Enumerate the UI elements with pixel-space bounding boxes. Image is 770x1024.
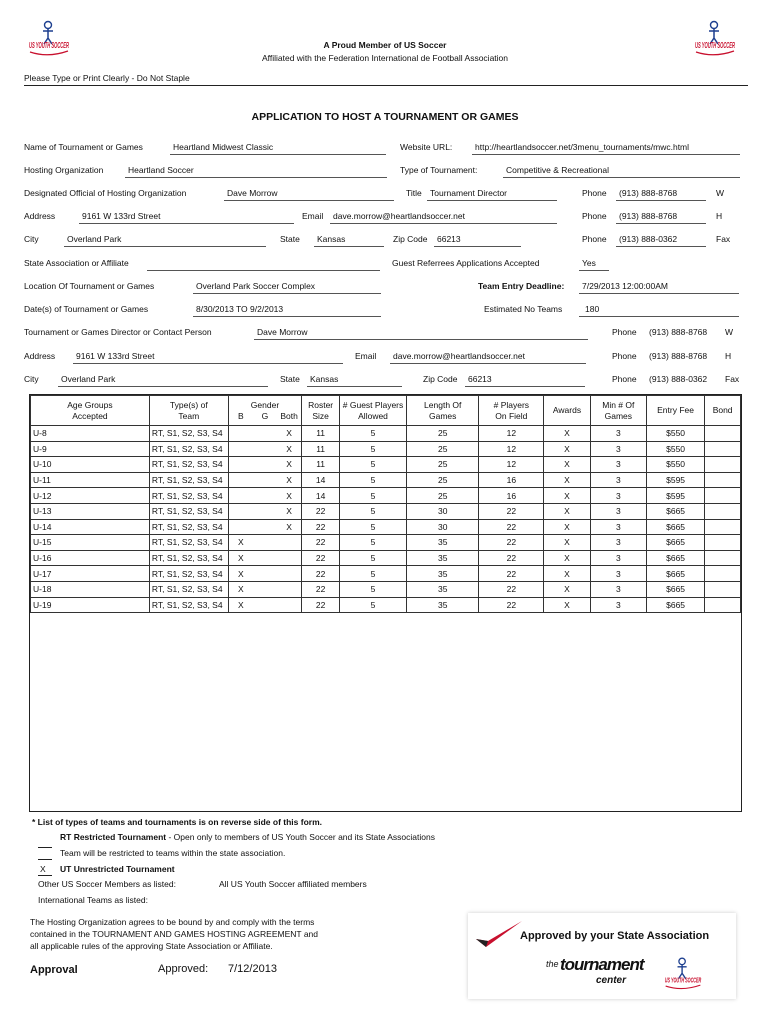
agreement-line-1: The Hosting Organization agrees to be bound by and comply with the terms <box>30 917 315 927</box>
location-value[interactable]: Overland Park Soccer Complex <box>196 281 316 291</box>
cell-players[interactable]: 16 <box>479 488 544 504</box>
cell-length[interactable]: 35 <box>407 597 479 613</box>
phone2-label: Phone <box>582 211 607 221</box>
cell-gender-both[interactable]: X <box>286 443 292 454</box>
cell-age[interactable]: U-9 <box>31 441 150 457</box>
phone3-label: Phone <box>582 234 607 244</box>
location-label: Location Of Tournament or Games <box>24 281 155 291</box>
table-row <box>31 581 741 597</box>
table-row <box>31 535 741 551</box>
cell-length[interactable]: 25 <box>407 488 479 504</box>
col-age-groups: Age Groups Accepted <box>31 396 150 426</box>
tournament-type-value[interactable]: Competitive & Recreational <box>506 165 609 175</box>
address-value[interactable]: 9161 W 133rd Street <box>82 211 161 221</box>
col-awards: Awards <box>544 396 590 426</box>
gender-b-label: B <box>237 410 244 421</box>
cell-players[interactable]: 12 <box>479 426 544 442</box>
cell-awards[interactable]: X <box>544 566 590 582</box>
cell-bond[interactable] <box>705 566 741 582</box>
zip-line <box>434 246 521 247</box>
cell-age[interactable]: U-14 <box>31 519 150 535</box>
official-line <box>224 200 394 201</box>
cell-guest[interactable]: 5 <box>340 488 407 504</box>
col-bond: Bond <box>705 396 741 426</box>
director-label: Tournament or Games Director or Contact Person <box>24 327 212 337</box>
deadline-line <box>579 293 739 294</box>
dates-label: Date(s) of Tournament or Games <box>24 304 149 314</box>
approved-date[interactable]: 7/12/2013 <box>228 963 277 975</box>
website-value[interactable]: http://heartlandsoccer.net/3menu_tournaments/mwc.html <box>475 142 690 152</box>
cell-gender[interactable] <box>228 503 301 519</box>
tournament-type-label: Type of Tournament: <box>400 165 478 175</box>
cell-length[interactable]: 35 <box>407 550 479 566</box>
cell-roster[interactable]: 22 <box>302 503 340 519</box>
table-row <box>31 426 741 442</box>
cell-age[interactable]: U-16 <box>31 550 150 566</box>
cell-fee[interactable]: $595 <box>646 472 704 488</box>
cell-length[interactable]: 30 <box>407 503 479 519</box>
table-header-row <box>31 396 741 426</box>
referee-label: Guest Referrees Applications Accepted <box>392 258 540 268</box>
cell-age[interactable]: U-10 <box>31 457 150 473</box>
cell-gender[interactable] <box>228 550 301 566</box>
website-label: Website URL: <box>400 142 453 152</box>
header-affiliation-line: Affiliated with the Federation International de Football Association <box>261 53 509 63</box>
cell-awards[interactable]: X <box>544 503 590 519</box>
cell-length[interactable]: 25 <box>407 472 479 488</box>
deadline-label: Team Entry Deadline: <box>478 281 565 291</box>
d-zip-value[interactable]: 66213 <box>468 374 492 384</box>
cell-min[interactable]: 3 <box>590 503 646 519</box>
cell-players[interactable]: 12 <box>479 441 544 457</box>
d-state-value[interactable]: Kansas <box>310 374 339 384</box>
cell-roster[interactable]: 22 <box>302 550 340 566</box>
header-member-line: A Proud Member of US Soccer <box>323 40 447 50</box>
dates-value[interactable]: 8/30/2013 TO 9/2/2013 <box>196 304 284 314</box>
table-row <box>31 597 741 613</box>
cell-players[interactable]: 22 <box>479 597 544 613</box>
cell-fee[interactable]: $665 <box>646 597 704 613</box>
cell-fee[interactable]: $595 <box>646 488 704 504</box>
website-line <box>472 154 740 155</box>
cell-min[interactable]: 3 <box>590 581 646 597</box>
tc-center: center <box>596 975 627 986</box>
cell-min[interactable]: 3 <box>590 426 646 442</box>
cell-fee[interactable]: $665 <box>646 535 704 551</box>
cell-gender[interactable] <box>228 597 301 613</box>
d-address-value[interactable]: 9161 W 133rd Street <box>76 351 155 361</box>
cell-types[interactable]: RT, S1, S2, S3, S4 <box>149 472 228 488</box>
other-members-value[interactable]: All US Youth Soccer affiliated members <box>219 879 367 889</box>
gender-label: Gender <box>250 399 280 410</box>
state-assoc-label: State Association or Affiliate <box>24 258 129 268</box>
other-members-label: Other US Soccer Members as listed: <box>38 879 176 889</box>
cell-bond[interactable] <box>705 503 741 519</box>
cell-roster[interactable]: 14 <box>302 472 340 488</box>
cell-length[interactable]: 35 <box>407 535 479 551</box>
cell-players[interactable]: 22 <box>479 535 544 551</box>
cell-awards[interactable]: X <box>544 472 590 488</box>
cell-awards[interactable]: X <box>544 535 590 551</box>
d-phone2-type: H <box>725 351 732 361</box>
address-line <box>79 223 294 224</box>
cell-gender[interactable] <box>228 457 301 473</box>
cell-roster[interactable]: 22 <box>302 519 340 535</box>
page-title: APPLICATION TO HOST A TOURNAMENT OR GAMES <box>251 111 519 123</box>
cell-length[interactable]: 35 <box>407 566 479 582</box>
cell-bond[interactable] <box>705 441 741 457</box>
cell-min[interactable]: 3 <box>590 441 646 457</box>
cell-players[interactable]: 16 <box>479 472 544 488</box>
title-line <box>427 200 557 201</box>
cell-bond[interactable] <box>705 597 741 613</box>
rt-sub-checkbox[interactable] <box>38 859 52 860</box>
official-label: Designated Official of Hosting Organization <box>24 188 187 198</box>
intl-teams-label: International Teams as listed: <box>38 895 148 905</box>
cell-awards[interactable]: X <box>544 597 590 613</box>
phone2-value[interactable]: (913) 888-8768 <box>619 211 678 221</box>
cell-min[interactable]: 3 <box>590 535 646 551</box>
us-youth-soccer-logo-small <box>662 955 704 997</box>
cell-gender[interactable] <box>228 441 301 457</box>
table-row <box>31 457 741 473</box>
cell-age[interactable]: U-8 <box>31 426 150 442</box>
approval-badge <box>468 913 736 999</box>
deadline-value[interactable]: 7/29/2013 12:00:00AM <box>582 281 669 291</box>
cell-fee[interactable]: $665 <box>646 503 704 519</box>
cell-players[interactable]: 22 <box>479 550 544 566</box>
phone1-value[interactable]: (913) 888-8768 <box>619 188 678 198</box>
cell-gender[interactable] <box>228 519 301 535</box>
tournament-type-line <box>503 177 740 178</box>
agreement-line-2: contained in the TOURNAMENT AND GAMES HOSTING AGREEMENT and <box>30 929 318 939</box>
col-players: # Players On Field <box>479 396 544 426</box>
table-row <box>31 550 741 566</box>
dates-line <box>193 316 381 317</box>
title-value[interactable]: Tournament Director <box>430 188 508 198</box>
tc-logo-word: tournament <box>560 955 644 974</box>
zip-value[interactable]: 66213 <box>437 234 461 244</box>
cell-gender[interactable] <box>228 488 301 504</box>
referee-line <box>579 270 609 271</box>
cell-gender[interactable] <box>228 581 301 597</box>
cell-types[interactable]: RT, S1, S2, S3, S4 <box>149 488 228 504</box>
cell-guest[interactable]: 5 <box>340 441 407 457</box>
cell-players[interactable]: 22 <box>479 503 544 519</box>
cell-gender-b[interactable]: X <box>237 568 244 579</box>
cell-bond[interactable] <box>705 519 741 535</box>
cell-guest[interactable]: 5 <box>340 426 407 442</box>
state-value[interactable]: Kansas <box>317 234 346 244</box>
ut-label: UT Unrestricted Tournament <box>60 864 175 874</box>
cell-min[interactable]: 3 <box>590 550 646 566</box>
cell-min[interactable]: 3 <box>590 472 646 488</box>
cell-age[interactable]: U-13 <box>31 503 150 519</box>
cell-bond[interactable] <box>705 550 741 566</box>
official-value[interactable]: Dave Morrow <box>227 188 278 198</box>
cell-age[interactable]: U-19 <box>31 597 150 613</box>
d-city-line <box>58 386 268 387</box>
cell-age[interactable]: U-17 <box>31 566 150 582</box>
approval-label: Approval <box>30 964 78 976</box>
cell-fee[interactable]: $665 <box>646 581 704 597</box>
director-value[interactable]: Dave Morrow <box>257 327 308 337</box>
col-team-types: Type(s) of Team <box>149 396 228 426</box>
tc-the: the <box>546 959 559 969</box>
cell-types[interactable]: RT, S1, S2, S3, S4 <box>149 519 228 535</box>
d-phone1-value[interactable]: (913) 888-8768 <box>649 327 708 337</box>
age-group-table <box>29 394 742 812</box>
est-teams-label: Estimated No Teams <box>484 304 563 314</box>
checkmark-icon <box>474 917 524 951</box>
cell-roster[interactable]: 11 <box>302 441 340 457</box>
logo-right-text: US YOUTH SOCCER <box>695 41 736 50</box>
tc-logo-text: US YOUTH SOCCER <box>664 975 702 985</box>
cell-bond[interactable] <box>705 457 741 473</box>
director-line <box>254 339 588 340</box>
cell-length[interactable]: 30 <box>407 519 479 535</box>
cell-fee[interactable]: $665 <box>646 550 704 566</box>
cell-types[interactable]: RT, S1, S2, S3, S4 <box>149 426 228 442</box>
cell-bond[interactable] <box>705 535 741 551</box>
gender-g-label: G <box>261 410 269 421</box>
address-label: Address <box>24 211 56 221</box>
cell-gender-both[interactable]: X <box>286 506 292 517</box>
city-line <box>64 246 266 247</box>
logo-left-text: US YOUTH SOCCER <box>29 41 70 50</box>
location-line <box>193 293 381 294</box>
cell-bond[interactable] <box>705 472 741 488</box>
cell-min[interactable]: 3 <box>590 566 646 582</box>
cell-awards[interactable]: X <box>544 581 590 597</box>
email-value[interactable]: dave.morrow@heartlandsoccer.net <box>333 211 465 221</box>
header-note: Please Type or Print Clearly - Do Not Staple <box>24 73 190 83</box>
cell-types[interactable]: RT, S1, S2, S3, S4 <box>149 597 228 613</box>
d-phone3-type: Fax <box>725 374 740 384</box>
ut-mark[interactable]: X <box>40 864 46 874</box>
cell-bond[interactable] <box>705 581 741 597</box>
table-row <box>31 472 741 488</box>
cell-guest[interactable]: 5 <box>340 581 407 597</box>
hosting-org-value[interactable]: Heartland Soccer <box>128 165 194 175</box>
cell-gender-b[interactable]: X <box>237 584 244 595</box>
d-email-value[interactable]: dave.morrow@heartlandsoccer.net <box>393 351 525 361</box>
gender-both-label: Both <box>280 410 298 421</box>
table-row <box>31 503 741 519</box>
col-length: Length Of Games <box>407 396 479 426</box>
table-row <box>31 488 741 504</box>
rt-sub: Team will be restricted to teams within the state association. <box>60 848 286 858</box>
d-phone3-value[interactable]: (913) 888-0362 <box>649 374 708 384</box>
phone3-type: Fax <box>716 234 731 244</box>
cell-gender-b[interactable]: X <box>237 537 244 548</box>
cell-types[interactable]: RT, S1, S2, S3, S4 <box>149 550 228 566</box>
cell-guest[interactable]: 5 <box>340 503 407 519</box>
d-city-value[interactable]: Overland Park <box>61 374 116 384</box>
title-label: Title <box>406 188 422 198</box>
cell-gender[interactable] <box>228 566 301 582</box>
cell-gender[interactable] <box>228 426 301 442</box>
table-row <box>31 441 741 457</box>
cell-players[interactable]: 12 <box>479 457 544 473</box>
cell-age[interactable]: U-12 <box>31 488 150 504</box>
d-city-label: City <box>24 374 39 384</box>
d-zip-line <box>465 386 585 387</box>
cell-gender-b[interactable]: X <box>237 599 244 610</box>
cell-roster[interactable]: 11 <box>302 426 340 442</box>
cell-awards[interactable]: X <box>544 441 590 457</box>
cell-guest[interactable]: 5 <box>340 535 407 551</box>
tournament-name-label: Name of Tournament or Games <box>24 142 143 152</box>
d-phone1-type: W <box>725 327 734 337</box>
cell-types[interactable]: RT, S1, S2, S3, S4 <box>149 441 228 457</box>
d-email-label: Email <box>355 351 377 361</box>
agreement-line-3: all applicable rules of the approving State Association or Affiliate. <box>30 941 273 951</box>
cell-awards[interactable]: X <box>544 488 590 504</box>
referee-value[interactable]: Yes <box>582 258 596 268</box>
tournament-name-line <box>170 154 386 155</box>
cell-types[interactable]: RT, S1, S2, S3, S4 <box>149 566 228 582</box>
cell-fee[interactable]: $665 <box>646 566 704 582</box>
cell-min[interactable]: 3 <box>590 519 646 535</box>
hosting-org-line <box>125 177 387 178</box>
cell-age[interactable]: U-11 <box>31 472 150 488</box>
cell-fee[interactable]: $550 <box>646 457 704 473</box>
cell-types[interactable]: RT, S1, S2, S3, S4 <box>149 535 228 551</box>
cell-age[interactable]: U-18 <box>31 581 150 597</box>
est-teams-value[interactable]: 180 <box>585 304 600 314</box>
phone1-label: Phone <box>582 188 607 198</box>
col-roster: Roster Size <box>302 396 340 426</box>
cell-length[interactable]: 25 <box>407 426 479 442</box>
cell-bond[interactable] <box>705 488 741 504</box>
cell-fee[interactable]: $550 <box>646 426 704 442</box>
cell-players[interactable]: 22 <box>479 566 544 582</box>
cell-gender[interactable] <box>228 472 301 488</box>
cell-guest[interactable]: 5 <box>340 472 407 488</box>
zip-label: Zip Code <box>393 234 428 244</box>
cell-guest[interactable]: 5 <box>340 566 407 582</box>
tournament-name-value[interactable]: Heartland Midwest Classic <box>173 142 274 152</box>
cell-players[interactable]: 22 <box>479 519 544 535</box>
state-line <box>314 246 384 247</box>
cell-players[interactable]: 22 <box>479 581 544 597</box>
cell-gender[interactable] <box>228 535 301 551</box>
d-address-label: Address <box>24 351 56 361</box>
city-label: City <box>24 234 39 244</box>
est-teams-line <box>579 316 739 317</box>
cell-guest[interactable]: 5 <box>340 519 407 535</box>
cell-min[interactable]: 3 <box>590 488 646 504</box>
cell-length[interactable]: 25 <box>407 441 479 457</box>
ut-checkbox-line <box>38 875 52 876</box>
d-phone2-label: Phone <box>612 351 637 361</box>
phone3-value[interactable]: (913) 888-0362 <box>619 234 678 244</box>
cell-fee[interactable]: $665 <box>646 519 704 535</box>
col-gender <box>228 396 301 426</box>
cell-awards[interactable]: X <box>544 426 590 442</box>
city-value[interactable]: Overland Park <box>67 234 122 244</box>
table-row <box>31 566 741 582</box>
cell-awards[interactable]: X <box>544 457 590 473</box>
cell-awards[interactable]: X <box>544 550 590 566</box>
approved-label: Approved: <box>158 963 209 975</box>
cell-roster[interactable]: 22 <box>302 597 340 613</box>
cell-bond[interactable] <box>705 426 741 442</box>
rt-desc: - Open only to members of US Youth Soccer and its State Associations <box>166 832 435 842</box>
cell-roster[interactable]: 22 <box>302 566 340 582</box>
d-phone3-label: Phone <box>612 374 637 384</box>
cell-guest[interactable]: 5 <box>340 457 407 473</box>
d-phone1-label: Phone <box>612 327 637 337</box>
col-min-games: Min # Of Games <box>590 396 646 426</box>
approved-by-text: Approved by your State Association <box>520 930 710 942</box>
d-phone2-value[interactable]: (913) 888-8768 <box>649 351 708 361</box>
cell-min[interactable]: 3 <box>590 457 646 473</box>
email-line <box>330 223 557 224</box>
cell-age[interactable]: U-15 <box>31 535 150 551</box>
cell-gender-both[interactable]: X <box>286 428 292 439</box>
list-note: * List of types of teams and tournaments is on reverse side of this form. <box>32 817 323 827</box>
cell-gender-both[interactable]: X <box>286 475 292 486</box>
d-address-line <box>73 363 343 364</box>
col-guest: # Guest Players Allowed <box>340 396 407 426</box>
rt-label: RT Restricted Tournament <box>60 832 167 842</box>
cell-roster[interactable]: 22 <box>302 535 340 551</box>
cell-min[interactable]: 3 <box>590 597 646 613</box>
cell-guest[interactable]: 5 <box>340 550 407 566</box>
col-entry-fee: Entry Fee <box>646 396 704 426</box>
phone2-line <box>616 223 706 224</box>
cell-gender-b[interactable]: X <box>237 553 244 564</box>
phone1-type: W <box>716 188 725 198</box>
cell-guest[interactable]: 5 <box>340 597 407 613</box>
cell-roster[interactable]: 22 <box>302 581 340 597</box>
table-row <box>31 519 741 535</box>
d-email-line <box>390 363 586 364</box>
cell-length[interactable]: 35 <box>407 581 479 597</box>
header-divider <box>24 85 748 86</box>
cell-gender-both[interactable]: X <box>286 490 292 501</box>
rt-checkbox[interactable] <box>38 847 52 848</box>
email-label: Email <box>302 211 324 221</box>
rt-line <box>60 832 435 842</box>
phone1-line <box>616 200 706 201</box>
state-assoc-line[interactable] <box>147 270 380 271</box>
d-state-line <box>307 386 402 387</box>
cell-types[interactable]: RT, S1, S2, S3, S4 <box>149 503 228 519</box>
d-state-label: State <box>280 374 300 384</box>
cell-roster[interactable]: 11 <box>302 457 340 473</box>
state-label: State <box>280 234 300 244</box>
cell-awards[interactable]: X <box>544 519 590 535</box>
cell-roster[interactable]: 14 <box>302 488 340 504</box>
cell-gender-both[interactable]: X <box>286 459 292 470</box>
cell-types[interactable]: RT, S1, S2, S3, S4 <box>149 581 228 597</box>
hosting-org-label: Hosting Organization <box>24 165 104 175</box>
cell-length[interactable]: 25 <box>407 457 479 473</box>
phone3-line <box>616 246 706 247</box>
d-zip-label: Zip Code <box>423 374 458 384</box>
phone2-type: H <box>716 211 723 221</box>
cell-types[interactable]: RT, S1, S2, S3, S4 <box>149 457 228 473</box>
cell-gender-both[interactable]: X <box>286 521 292 532</box>
cell-fee[interactable]: $550 <box>646 441 704 457</box>
